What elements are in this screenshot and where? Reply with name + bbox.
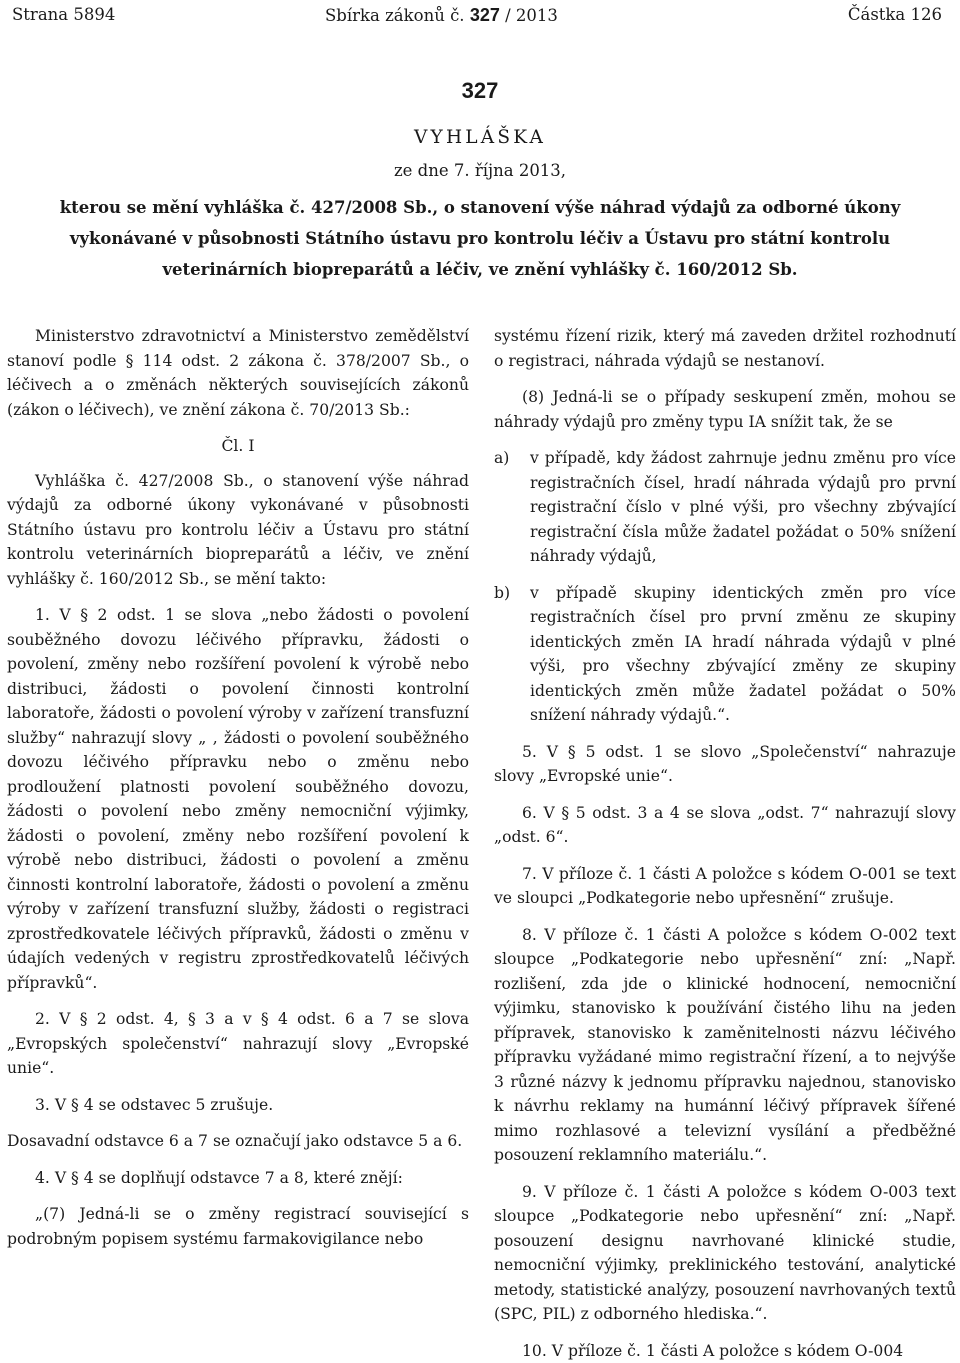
amendment-2: 2. V § 2 odst. 4, § 3 a v § 4 odst. 6 a 7 se slova „Evropských společenství“ nahrazují slovy „Evropské unie“. [7, 1007, 469, 1081]
list-item-b-text: v případě skupiny identických změn pro více registračních čísel pro první změnu ze skupiny identických změn IA hradí náhrada výdajů v plné výši, pro všechny zbývající změny ze skupiny identických změn může žadatel požádat o 50% snížení náhrady výdajů.“. [530, 581, 956, 728]
amendment-9: 9. V příloze č. 1 části A položce s kódem O-003 text sloupce „Podkategorie nebo upřesnění“ zní: „Např. posouzení designu navrhované klinické studie, nemocniční výjimky, preklinického testování, analytické metody, statistické analýzy, posouzení navrhovaných textů (SPC, PIL) z odborného hlediska.“. [494, 1180, 956, 1327]
left-column [7, 324, 469, 1251]
collection-name: Sbírka zákonů č. [325, 6, 465, 25]
lead-paragraph: Vyhláška č. 427/2008 Sb., o stanovení výše náhrad výdajů za odborné úkony vykonávané v působnosti Státního ústavu pro kontrolu léčiv a Ústavu pro státní kontrolu veterinárních biopreparátů a léčiv, ve znění vyhlášky č. 160/2012 Sb., se mění takto: [7, 469, 469, 592]
list-item-a-label: a) [494, 446, 530, 569]
amendment-10: 10. V příloze č. 1 části A položce s kódem O-004 [494, 1339, 956, 1363]
amendment-4-quote: „(7) Jedná-li se o změny registrací související s podrobným popisem systému farmakovigilance nebo [7, 1202, 469, 1251]
page-number: Strana 5894 [12, 4, 115, 26]
amendment-6: 6. V § 5 odst. 3 a 4 se slova „odst. 7“ nahrazují slovy „odst. 6“. [494, 801, 956, 850]
regulation-number: 327 [0, 78, 960, 104]
amendment-4: 4. V § 4 se doplňují odstavce 7 a 8, které znějí: [7, 1166, 469, 1191]
collection-year: / 2013 [500, 6, 558, 25]
regulation-subject [0, 192, 960, 285]
collection-number: 327 [470, 5, 500, 25]
amendment-7: 7. V příloze č. 1 části A položce s kódem O-001 se text ve sloupci „Podkategorie nebo upřesnění“ zrušuje. [494, 862, 956, 911]
regulation-kind: VYHLÁŠKA [0, 126, 960, 150]
subject-line-1: kterou se mění vyhláška č. 427/2008 Sb., o stanovení výše náhrad výdajů za odborné úkony [0, 192, 960, 223]
list-item-a-text: v případě, kdy žádost zahrnuje jednu změnu pro více registračních čísel, hradí náhrada výdajů pro první registrační číslo v plné výši, pro všechny zbývající registrační čísla může žadatel požádat o 50% snížení náhrady výdajů, [530, 446, 956, 569]
amendment-3-note: Dosavadní odstavce 6 a 7 se označují jako odstavce 5 a 6. [7, 1129, 469, 1154]
amendment-5: 5. V § 5 odst. 1 se slovo „Společenství“ nahrazuje slovy „Evropské unie“. [494, 740, 956, 789]
collection-label [325, 4, 558, 27]
continued-paragraph: systému řízení rizik, který má zaveden držitel rozhodnutí o registraci, náhrada výdajů se nestanoví. [494, 324, 956, 373]
list-item-b-label: b) [494, 581, 530, 728]
part-number: Částka 126 [848, 4, 942, 26]
right-column [494, 324, 956, 1363]
amendment-1: 1. V § 2 odst. 1 se slova „nebo žádosti o povolení souběžného dovozu léčivého přípravku, žádosti o povolení, změny nebo rozšíření povolení k výrobě nebo distribuci, žádosti o povolení činnosti kontrolní laboratoře, žádosti o povolení výroby v zařízení transfuzní služby“ nahrazují slovy „ , žádosti o povolení souběžného dovozu léčivého přípravku nebo o změnu nebo prodloužení platnosti povolení souběžného dovozu, žádosti o povolení nebo změny nemocniční výjimky, žádosti o povolení, změny nebo rozšíření povolení k výrobě nebo distribuci, žádosti o povolení a změnu činnosti kontrolní laboratoře, žádosti o povolení a změnu výroby v zařízení transfuzní služby, žádosti o registraci zprostředkovatele léčivých přípravků, žádosti o změnu v údajích vedených v registru zprostředkovatelů léčivých přípravků“. [7, 603, 469, 995]
article-heading: Čl. I [7, 434, 469, 459]
amendment-3: 3. V § 4 se odstavec 5 zrušuje. [7, 1093, 469, 1118]
subject-line-3: veterinárních biopreparátů a léčiv, ve znění vyhlášky č. 160/2012 Sb. [0, 254, 960, 285]
amendment-8: 8. V příloze č. 1 části A položce s kódem O-002 text sloupce „Podkategorie nebo upřesnění“ zní: „Např. rozlišení, zda jde o klinické hodnocení, nemocniční výjimku, stanovisko k používání čistého lihu na jeden přípravek, stanovisko k zaměnitelnosti názvu léčivého přípravku vyžádané mimo registrační řízení, a to nejvýše 3 různé názvy k jednomu přípravku najednou, stanovisko k návrhu reklamy na humánní léčivý přípravek šířené mimo rozhlasové a televizní vysílání a předběžné posouzení reklamního materiálu.“. [494, 923, 956, 1168]
paragraph-8: (8) Jedná-li se o případy seskupení změn, mohou se náhrady výdajů pro změny typu IA snížit tak, že se [494, 385, 956, 434]
page-header [0, 0, 960, 32]
list-item-b [494, 581, 956, 728]
list-item-a [494, 446, 956, 569]
intro-paragraph: Ministerstvo zdravotnictví a Ministerstvo zemědělství stanoví podle § 114 odst. 2 zákona č. 378/2007 Sb., o léčivech a o změnách některých souvisejících zákonů (zákon o léčivech), ve znění zákona č. 70/2013 Sb.: [7, 324, 469, 422]
subject-line-2: vykonávané v působnosti Státního ústavu pro kontrolu léčiv a Ústavu pro státní kontrolu [0, 223, 960, 254]
regulation-date: ze dne 7. října 2013, [0, 160, 960, 182]
